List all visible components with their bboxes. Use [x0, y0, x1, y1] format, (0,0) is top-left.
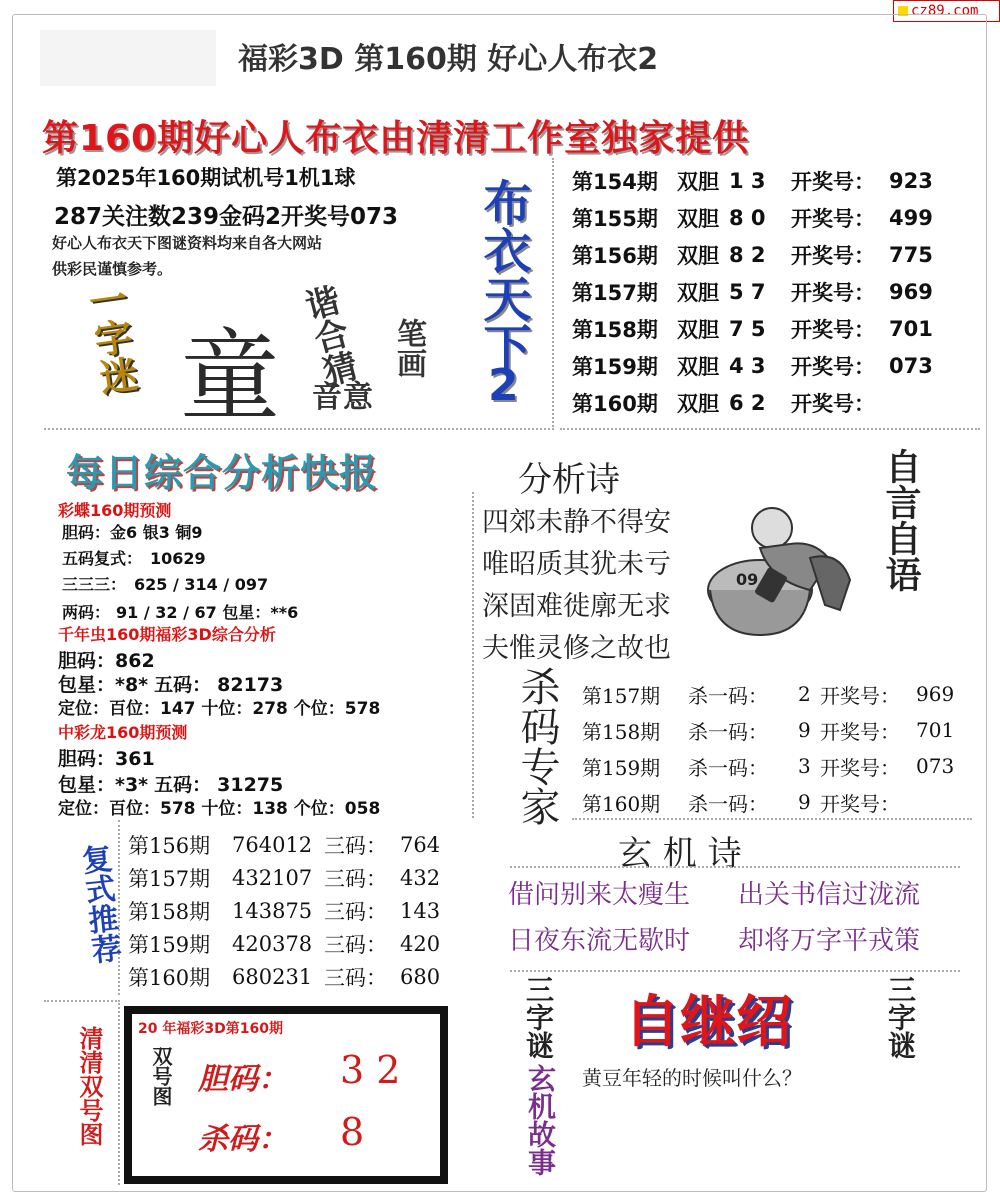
s1-title: 彩蝶160期预测 — [58, 501, 172, 520]
riddle-big-char: 童 — [180, 318, 280, 435]
history-row — [572, 273, 972, 310]
s1-l2-value: 10629 — [150, 549, 206, 568]
intro-line-1: 第2025年160期试机号1机1球 — [56, 166, 356, 190]
riddle-hint-mid: 笔画 — [391, 318, 426, 378]
three-riddle-left: 三字谜 — [522, 975, 555, 1059]
thinker-image — [700, 440, 870, 650]
compound-three: 680 — [400, 964, 441, 989]
history-draw: 923 — [889, 168, 933, 193]
history-row — [572, 347, 972, 384]
s2-l2-value2: 82173 — [217, 674, 284, 696]
kill-draw: 073 — [916, 754, 955, 778]
s1-line-2 — [62, 546, 206, 569]
kill-period: 第157期 — [582, 683, 661, 708]
history-label: 双胆 — [677, 391, 719, 416]
qq-sha-value: 8 — [340, 1110, 365, 1154]
history-draw-label: 开奖号： — [791, 206, 875, 231]
kill-period: 第160期 — [582, 791, 661, 816]
history-period: 第159期 — [572, 354, 658, 379]
kill-num: 2 — [798, 682, 811, 706]
compound-title: 复式推荐 — [74, 842, 123, 966]
history-label: 双胆 — [677, 317, 719, 342]
mystic-story: 玄机故事 — [524, 1064, 557, 1176]
qq-stamp: 双号图 — [149, 1046, 173, 1106]
kill-title: 杀码专家 — [514, 666, 560, 826]
s1-l1-label: 胆码： — [62, 523, 111, 542]
poem-line: 四郊未静不得安 — [482, 507, 671, 538]
s2-l1-label: 胆码： — [58, 650, 116, 672]
s3-l2-label2: 五码： — [154, 774, 212, 796]
s1-line-3 — [62, 572, 268, 595]
history-period: 第160期 — [572, 391, 658, 416]
history-label: 双胆 — [677, 243, 719, 268]
mystic-line-2a: 日夜东流无歇时 — [508, 926, 691, 956]
history-draw: 499 — [889, 205, 933, 230]
kill-draw-label: 开奖号： — [820, 683, 900, 708]
s1-l3-label: 三三三： — [62, 575, 127, 594]
kill-period: 第158期 — [582, 719, 661, 744]
compound-nums: 432107 — [232, 865, 313, 890]
compound-nums: 420378 — [232, 931, 313, 956]
analysis-title: 每日综合分析快报 — [66, 451, 379, 495]
compound-list — [128, 828, 458, 993]
poem-side-title: 自言自语 — [880, 448, 922, 592]
compound-three: 764 — [400, 832, 441, 857]
s3-l1-label: 胆码： — [58, 748, 116, 770]
kill-draw-label: 开奖号： — [820, 755, 900, 780]
kill-draw-label: 开奖号： — [820, 791, 900, 816]
compound-nums: 764012 — [232, 832, 313, 857]
riddle-hint-bottom: 音意 — [312, 380, 374, 415]
s1-l2-label: 五码复式： — [62, 549, 143, 568]
kill-label: 杀一码： — [688, 683, 768, 708]
mystic-panel — [510, 866, 960, 868]
history-nums: 4 3 — [729, 353, 766, 378]
history-list — [572, 162, 972, 421]
s3-l3-value: 百位：578 十位：138 个位：058 — [109, 799, 381, 819]
intro-line-4: 供彩民谨慎参考。 — [52, 260, 173, 278]
poem-line: 唯昭质其犹未亏 — [482, 549, 671, 580]
bottom-right-panel — [510, 970, 960, 972]
history-nums: 5 7 — [729, 279, 766, 304]
history-draw-label: 开奖号： — [791, 391, 875, 416]
s3-title: 中彩龙160期预测 — [58, 723, 188, 742]
kill-row — [582, 784, 972, 820]
history-nums: 1 3 — [729, 168, 766, 193]
history-nums: 8 0 — [729, 205, 766, 230]
s1-line-1 — [62, 520, 203, 543]
qq-sha-label: 杀码： — [198, 1122, 288, 1157]
poem-title: 分析诗 — [518, 460, 620, 500]
kill-num: 9 — [798, 790, 811, 814]
history-draw: 775 — [889, 242, 933, 267]
banner: 第160期好心人布衣由清清工作室独家提供 — [42, 118, 750, 159]
compound-row — [128, 894, 458, 927]
compound-period: 第157期 — [128, 866, 211, 891]
riddle-vertical-num: 2 — [488, 360, 519, 411]
history-row — [572, 310, 972, 347]
poem-line: 深固难徙廓无求 — [482, 591, 671, 622]
compound-row — [128, 927, 458, 960]
s1-l4-value: 91 / 32 / 67 包星：**6 — [116, 603, 299, 622]
compound-row — [128, 960, 458, 993]
s2-title: 千年虫160期福彩3D综合分析 — [58, 625, 276, 644]
compound-three: 432 — [400, 865, 441, 890]
s1-l3-value: 625 / 314 / 097 — [134, 575, 269, 594]
s1-line-4 — [62, 600, 298, 623]
kill-label: 杀一码： — [688, 719, 768, 744]
s3-line-3 — [58, 794, 380, 819]
s2-l2-label: 包星： — [58, 674, 116, 696]
qq-dan-value: 3 2 — [340, 1048, 401, 1092]
mystic-line-1b: 出关书信过泷流 — [738, 880, 921, 910]
history-nums: 8 2 — [729, 242, 766, 267]
history-label: 双胆 — [677, 169, 719, 194]
history-draw-label: 开奖号： — [791, 169, 875, 194]
compound-row — [128, 861, 458, 894]
s2-line-1 — [58, 646, 155, 673]
s2-l3-value: 百位：147 十位：278 个位：578 — [109, 699, 381, 719]
history-draw: 073 — [889, 353, 933, 378]
history-draw-label: 开奖号： — [791, 280, 875, 305]
riddle-vertical-title: 布衣天下 — [475, 178, 531, 370]
history-period: 第155期 — [572, 206, 658, 231]
s3-l2-value2: 31275 — [217, 774, 284, 796]
compound-row — [128, 828, 458, 861]
header-blank — [40, 30, 216, 86]
qq-box — [124, 1006, 448, 1184]
kill-num: 9 — [798, 718, 811, 742]
qq-dan-label: 胆码： — [198, 1062, 288, 1097]
s3-l2-value: *3* — [115, 774, 149, 796]
riddle-question: 黄豆年轻的时候叫什么？ — [582, 1066, 802, 1090]
history-draw: 969 — [889, 279, 933, 304]
history-label: 双胆 — [677, 206, 719, 231]
history-label: 双胆 — [677, 280, 719, 305]
compound-three: 143 — [400, 898, 441, 923]
history-row — [572, 236, 972, 273]
compound-period: 第160期 — [128, 965, 211, 990]
kill-list — [582, 676, 972, 820]
mystic-line-1a: 借问别来太瘦生 — [508, 880, 691, 910]
compound-label: 三码： — [324, 899, 387, 924]
mystic-title: 玄 机 诗 — [618, 834, 742, 874]
history-row — [572, 162, 972, 199]
s3-l1-value: 361 — [115, 748, 155, 770]
history-draw-label: 开奖号： — [791, 354, 875, 379]
s2-l2-label2: 五码： — [154, 674, 212, 696]
history-period: 第154期 — [572, 169, 658, 194]
riddle-label: 一字迷 — [80, 278, 140, 398]
history-nums: 6 2 — [729, 390, 766, 415]
intro-line-2: 287关注数239金码2开奖号073 — [54, 204, 399, 230]
kill-draw: 969 — [916, 682, 955, 706]
history-row — [572, 199, 972, 236]
riddle-answer-title: 自继绍 — [624, 990, 792, 1055]
qq-box-title: 20 年福彩3D第160期 — [138, 1021, 283, 1037]
s1-l1-value: 金6 银3 铜9 — [110, 523, 203, 542]
poem-line: 夫惟灵修之故也 — [482, 633, 671, 664]
s2-line-2 — [58, 670, 283, 697]
history-draw-label: 开奖号： — [791, 243, 875, 268]
kill-draw: 701 — [916, 718, 955, 742]
s2-l3-label: 定位： — [58, 699, 109, 719]
history-draw: 701 — [889, 316, 933, 341]
kill-draw-label: 开奖号： — [820, 719, 900, 744]
riddle-hint-top: 谐合猜 — [295, 281, 361, 391]
page-title: 福彩3D 第160期 好心人布衣2 — [238, 42, 659, 77]
compound-label: 三码： — [324, 866, 387, 891]
compound-label: 三码： — [324, 932, 387, 957]
history-period: 第158期 — [572, 317, 658, 342]
kill-row — [582, 748, 972, 784]
mystic-line-2b: 却将万字平戎策 — [738, 926, 921, 956]
kill-period: 第159期 — [582, 755, 661, 780]
compound-label: 三码： — [324, 833, 387, 858]
history-period: 第156期 — [572, 243, 658, 268]
intro-line-3: 好心人布衣天下图谜资料均来自各大网站 — [52, 234, 323, 252]
compound-three: 420 — [400, 931, 441, 956]
s2-line-3 — [58, 694, 380, 719]
s3-l3-label: 定位： — [58, 799, 109, 819]
compound-nums: 143875 — [232, 898, 313, 923]
history-nums: 7 5 — [729, 316, 766, 341]
compound-period: 第159期 — [128, 932, 211, 957]
history-period: 第157期 — [572, 280, 658, 305]
compound-label: 三码： — [324, 965, 387, 990]
compound-period: 第158期 — [128, 899, 211, 924]
compound-nums: 680231 — [232, 964, 313, 989]
three-riddle-right: 三字谜 — [884, 975, 917, 1059]
kill-num: 3 — [798, 754, 811, 778]
kill-label: 杀一码： — [688, 791, 768, 816]
kill-row — [582, 712, 972, 748]
history-label: 双胆 — [677, 354, 719, 379]
history-row — [572, 384, 972, 421]
qq-side-title: 清清双号图 — [75, 1026, 103, 1146]
s3-l2-label: 包星： — [58, 774, 116, 796]
s2-l2-value: *8* — [115, 674, 149, 696]
kill-row — [582, 676, 972, 712]
thinker-number: 09 — [736, 570, 759, 589]
s3-line-2 — [58, 770, 283, 797]
compound-period: 第156期 — [128, 833, 211, 858]
kill-label: 杀一码： — [688, 755, 768, 780]
watermark-text: cz89.com — [911, 3, 979, 19]
s3-line-1 — [58, 744, 155, 771]
s1-l4-label: 两码： — [62, 603, 111, 622]
s2-l1-value: 862 — [115, 650, 155, 672]
history-draw-label: 开奖号： — [791, 317, 875, 342]
poem-lines — [482, 500, 697, 668]
